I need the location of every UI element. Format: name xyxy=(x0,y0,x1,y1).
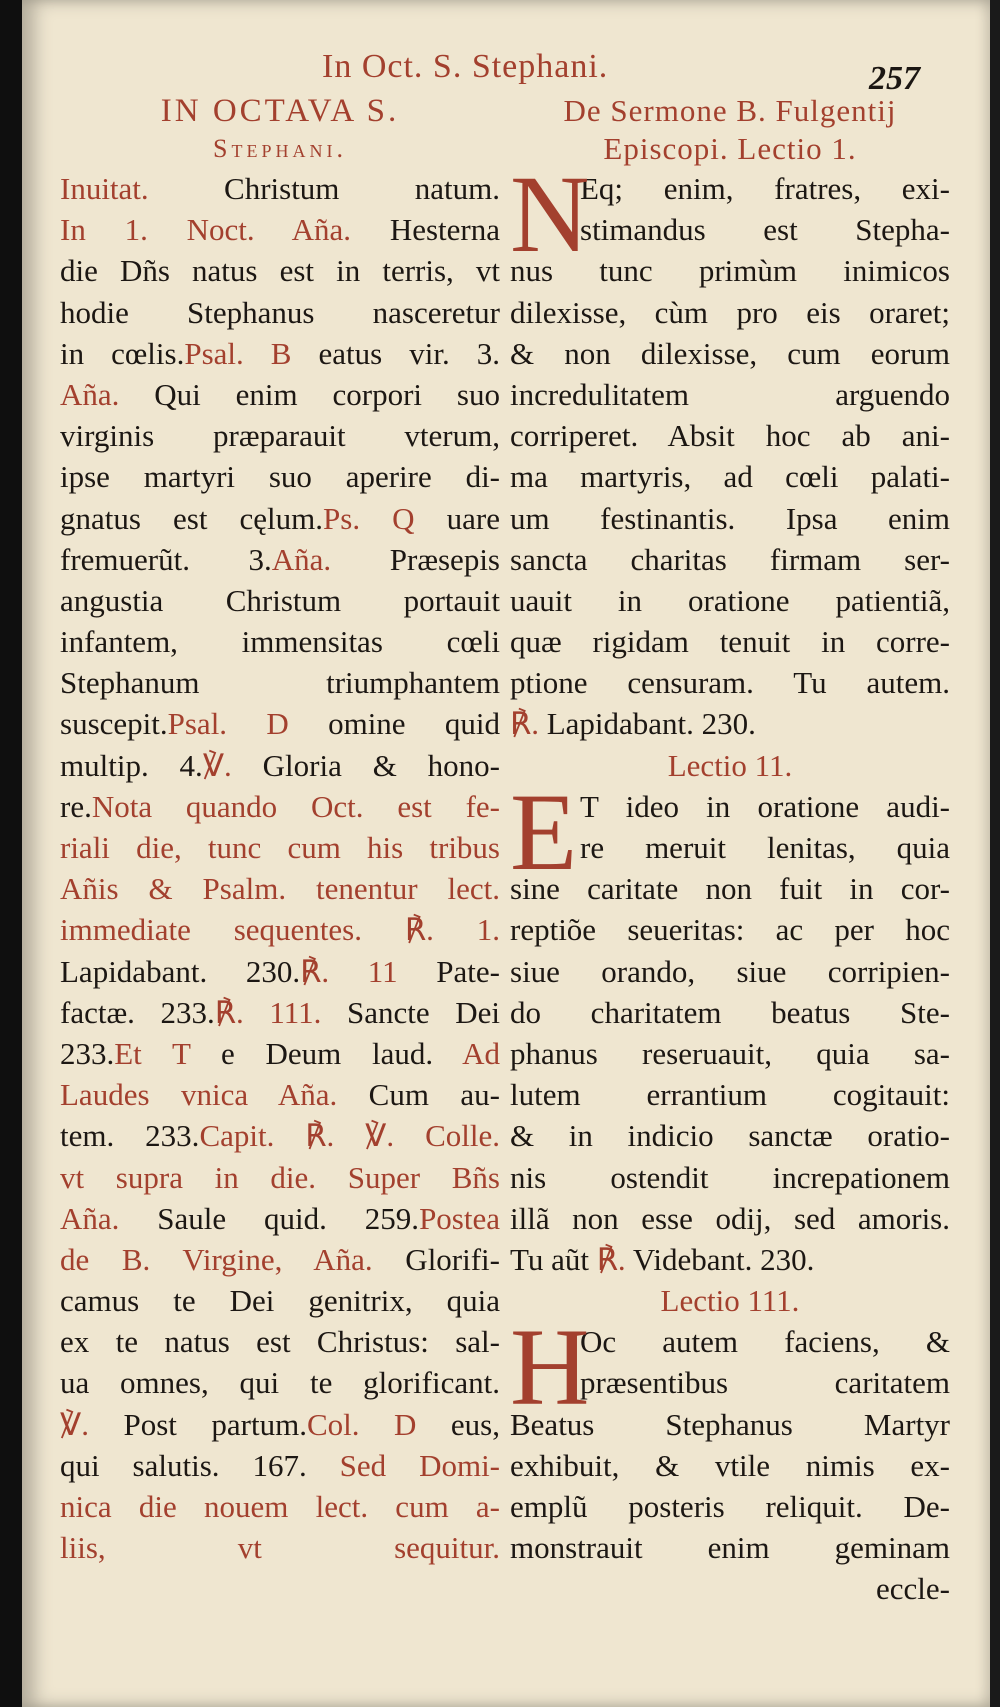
text-line xyxy=(60,827,500,868)
rubric-text: immediate sequentes. ℟. 1. xyxy=(60,912,500,948)
responsory-text-2: Videbant. 230. xyxy=(625,1241,815,1277)
rubric-text: ℟. 111. xyxy=(214,994,322,1030)
text-line: monstrauit enim geminam xyxy=(510,1530,950,1566)
rubric-text: Ad xyxy=(433,1035,500,1071)
text-line xyxy=(60,909,500,950)
text-line: præsentibus caritatem xyxy=(580,1365,950,1401)
text-line xyxy=(60,333,500,374)
body-text: Præsepis xyxy=(331,541,500,577)
text-line xyxy=(60,1280,500,1321)
text-line: exhibuit, & vtile nimis ex- xyxy=(510,1447,950,1483)
text-line xyxy=(60,1527,500,1568)
text-line xyxy=(60,1445,500,1486)
rubric-text: Laudes vnica Aña. xyxy=(60,1077,338,1113)
text-line xyxy=(60,209,500,250)
body-text: Christum natum. xyxy=(148,171,500,206)
body-text: infantem, immensitas cœli xyxy=(60,624,500,660)
text-line xyxy=(60,1198,500,1239)
text-line xyxy=(60,1033,500,1074)
body-text: Sancte Dei xyxy=(321,994,500,1030)
text-line xyxy=(60,1362,500,1403)
text-line xyxy=(60,1239,500,1280)
body-text: in cœlis. xyxy=(60,335,185,371)
text-line: sine caritate non fuit in cor- xyxy=(510,871,950,907)
right-column xyxy=(510,92,950,1610)
text-line xyxy=(60,1321,500,1362)
text-line: ma martyris, ad cœli palati- xyxy=(510,459,950,495)
responsory-text: Lapidabant. 230. xyxy=(538,706,756,742)
rubric-text: Col. D xyxy=(306,1406,417,1442)
text-line: emplũ posteris reliquit. De- xyxy=(510,1489,950,1524)
responsory-line xyxy=(510,703,950,744)
text-line: dilexisse, cùm pro eis oraret; xyxy=(510,294,950,330)
rubric-text: ℣. xyxy=(60,1406,89,1442)
text-line: phanus reseruauit, quia sa- xyxy=(510,1035,950,1071)
right-subtitle: Episcopi. Lectio 1. xyxy=(603,131,857,166)
rubric-text: Aña. xyxy=(60,1200,120,1236)
text-line: nis ostendit increpationem xyxy=(510,1159,950,1195)
text-line: ptione censuram. Tu autem. xyxy=(510,665,950,701)
text-line xyxy=(60,168,500,209)
body-text: die Dñs natus est in terris, vt xyxy=(60,253,500,289)
rubric-text: Inuitat. xyxy=(60,171,149,206)
text-line: Beatus Stephanus Martyr xyxy=(510,1406,950,1442)
body-text: 233. xyxy=(60,1035,115,1071)
rubric-text: Añis & Psalm. tenentur lect. xyxy=(60,871,500,907)
book-page xyxy=(22,0,990,1707)
text-line: & in indicio sanctæ oratio- xyxy=(510,1118,950,1154)
text-line xyxy=(60,1115,500,1156)
rubric-text: In 1. Noct. Aña. xyxy=(60,212,352,248)
text-line xyxy=(60,292,500,333)
text-line: stimandus est Stepha- xyxy=(580,212,950,248)
rubric-text: nica die nouem lect. cum a- xyxy=(60,1489,500,1524)
text-line xyxy=(60,498,500,539)
right-title: De Sermone B. Fulgentij xyxy=(563,93,897,128)
text-line xyxy=(60,951,500,992)
body-text: Hesterna xyxy=(351,212,500,248)
text-line xyxy=(60,621,500,662)
body-text: ua omnes, qui te glorificant. xyxy=(60,1365,500,1401)
body-text: factæ. 233. xyxy=(60,994,215,1030)
text-line xyxy=(60,539,500,580)
body-text: eatus vir. 3. xyxy=(291,335,500,371)
lectio-2-ending xyxy=(510,1239,950,1280)
drop-initial-e: E xyxy=(510,770,578,893)
rubric-text: Psal. B xyxy=(184,335,292,371)
text-line: uauit in oratione patientiã, xyxy=(510,582,950,618)
drop-initial-n: N xyxy=(510,153,590,275)
text-line: nus tunc primùm inimicos xyxy=(510,253,950,289)
body-text: suscepit. xyxy=(60,706,168,742)
body-text: eus, xyxy=(416,1406,500,1442)
body-text: Cum au- xyxy=(337,1077,500,1113)
body-text: Lapidabant. 230. xyxy=(60,953,301,989)
text-line: quæ rigidam tenuit in corre- xyxy=(510,624,950,660)
text-line xyxy=(60,703,500,744)
text-line xyxy=(60,992,500,1033)
body-text: ipse martyri suo aperire di- xyxy=(60,459,500,495)
text-line xyxy=(60,415,500,456)
body-text: multip. 4. xyxy=(60,747,203,783)
rubric-text: Aña. xyxy=(60,376,120,412)
body-text: virginis præparauit vterum, xyxy=(60,418,500,454)
rubric-text: riali die, tunc cum his tribus xyxy=(60,830,500,865)
rubric-text: Capit. ℟. ℣. Colle. xyxy=(199,1118,500,1154)
drop-initial-h: H xyxy=(510,1306,590,1429)
text-line: corriperet. Absit hoc ab ani- xyxy=(510,418,950,454)
rubric-text: ℣. xyxy=(202,747,232,783)
text-line xyxy=(60,1074,500,1115)
text-line xyxy=(60,1404,500,1445)
lectio-3-heading: Lectio 111. xyxy=(660,1283,800,1319)
body-text: Glorifi- xyxy=(372,1241,500,1277)
text-line: re meruit lenitas, quia xyxy=(580,830,950,865)
rubric-text: Psal. D xyxy=(167,706,289,742)
body-text: fremuerũt. 3. xyxy=(60,541,272,577)
text-line xyxy=(60,456,500,497)
rubric-text: Postea xyxy=(419,1200,500,1236)
catchword: eccle- xyxy=(876,1571,950,1607)
left-column xyxy=(60,92,500,1568)
rubric-text: de B. Virgine, Aña. xyxy=(60,1241,373,1277)
body-text: Gloria & hono- xyxy=(231,747,500,783)
left-title: IN OCTAVA S. xyxy=(160,93,400,129)
body-text: camus te Dei genitrix, quia xyxy=(60,1283,500,1319)
text-line: & non dilexisse, cum eorum xyxy=(510,335,950,371)
lectio-2-heading: Lectio 11. xyxy=(667,747,793,783)
left-subtitle: Stephani. xyxy=(213,134,347,163)
body-text: Stephanum triumphantem xyxy=(60,665,500,701)
text-line xyxy=(60,1157,500,1198)
text-line: reptiõe seueritas: ac per hoc xyxy=(510,912,950,948)
body-text: Qui enim corpori suo xyxy=(119,376,500,412)
rubric-text: Et T xyxy=(114,1035,191,1071)
rubric-text: Aña. xyxy=(271,541,332,577)
book-gutter xyxy=(0,0,22,1707)
text-line: lutem errantium cogitauit: xyxy=(510,1077,950,1113)
text-line: Eq; enim, fratres, exi- xyxy=(580,171,950,206)
lectio-2 xyxy=(510,770,950,1280)
text-line: do charitatem beatus Ste- xyxy=(510,994,950,1030)
text-line xyxy=(60,745,500,786)
body-text: Saule quid. 259. xyxy=(119,1200,420,1236)
running-head: In Oct. S. Stephani. xyxy=(322,48,609,85)
responsory-mark: ℟. xyxy=(510,706,539,742)
lectio-1 xyxy=(510,153,950,745)
text-line: um festinantis. Ipsa enim xyxy=(510,500,950,536)
text-line xyxy=(60,1486,500,1527)
body-text: omine quid xyxy=(288,706,500,742)
rubric-text: Nota quando Oct. est fe- xyxy=(91,788,500,824)
responsory-mark-2: ℟. xyxy=(596,1241,626,1277)
text-line xyxy=(60,374,500,415)
body-text: Pate- xyxy=(397,953,500,989)
text-line: sancta charitas firmam ser- xyxy=(510,541,950,577)
page-number: 257 xyxy=(869,60,920,97)
body-text: gnatus est cęlum. xyxy=(60,500,324,536)
body-text: uare xyxy=(414,500,500,536)
text-line: Oc autem faciens, & xyxy=(580,1324,950,1360)
text-line xyxy=(60,580,500,621)
text-line xyxy=(60,868,500,909)
rubric-text: Ps. Q xyxy=(323,500,415,536)
text-line xyxy=(60,250,500,291)
body-text: Post partum. xyxy=(88,1406,307,1442)
body-text: re. xyxy=(60,788,92,824)
text-line xyxy=(60,786,500,827)
body-text: tem. 233. xyxy=(60,1118,200,1154)
body-text: hodie Stephanus nasceretur xyxy=(60,294,500,330)
text-line: T ideo in oratione audi- xyxy=(580,788,950,824)
body-text: e Deum laud. xyxy=(190,1035,434,1071)
tu-autem-text: Tu aũt xyxy=(510,1241,597,1277)
text-line xyxy=(60,662,500,703)
lectio-3 xyxy=(510,1306,950,1609)
body-text: ex te natus est Christus: sal- xyxy=(60,1324,500,1360)
rubric-text: liis, vt sequitur. xyxy=(60,1530,500,1566)
rubric-text: Sed Domi- xyxy=(306,1447,500,1483)
body-text: qui salutis. 167. xyxy=(60,1447,307,1483)
text-line: illã non esse odij, sed amoris. xyxy=(510,1200,950,1236)
text-line: incredulitatem arguendo xyxy=(510,376,950,412)
rubric-text: ℟. 11 xyxy=(300,953,398,989)
left-text-block xyxy=(60,168,500,1568)
rubric-text: vt supra in die. Super Bñs xyxy=(60,1159,500,1195)
text-line: siue orando, siue corripien- xyxy=(510,953,950,989)
body-text: angustia Christum portauit xyxy=(60,582,500,618)
